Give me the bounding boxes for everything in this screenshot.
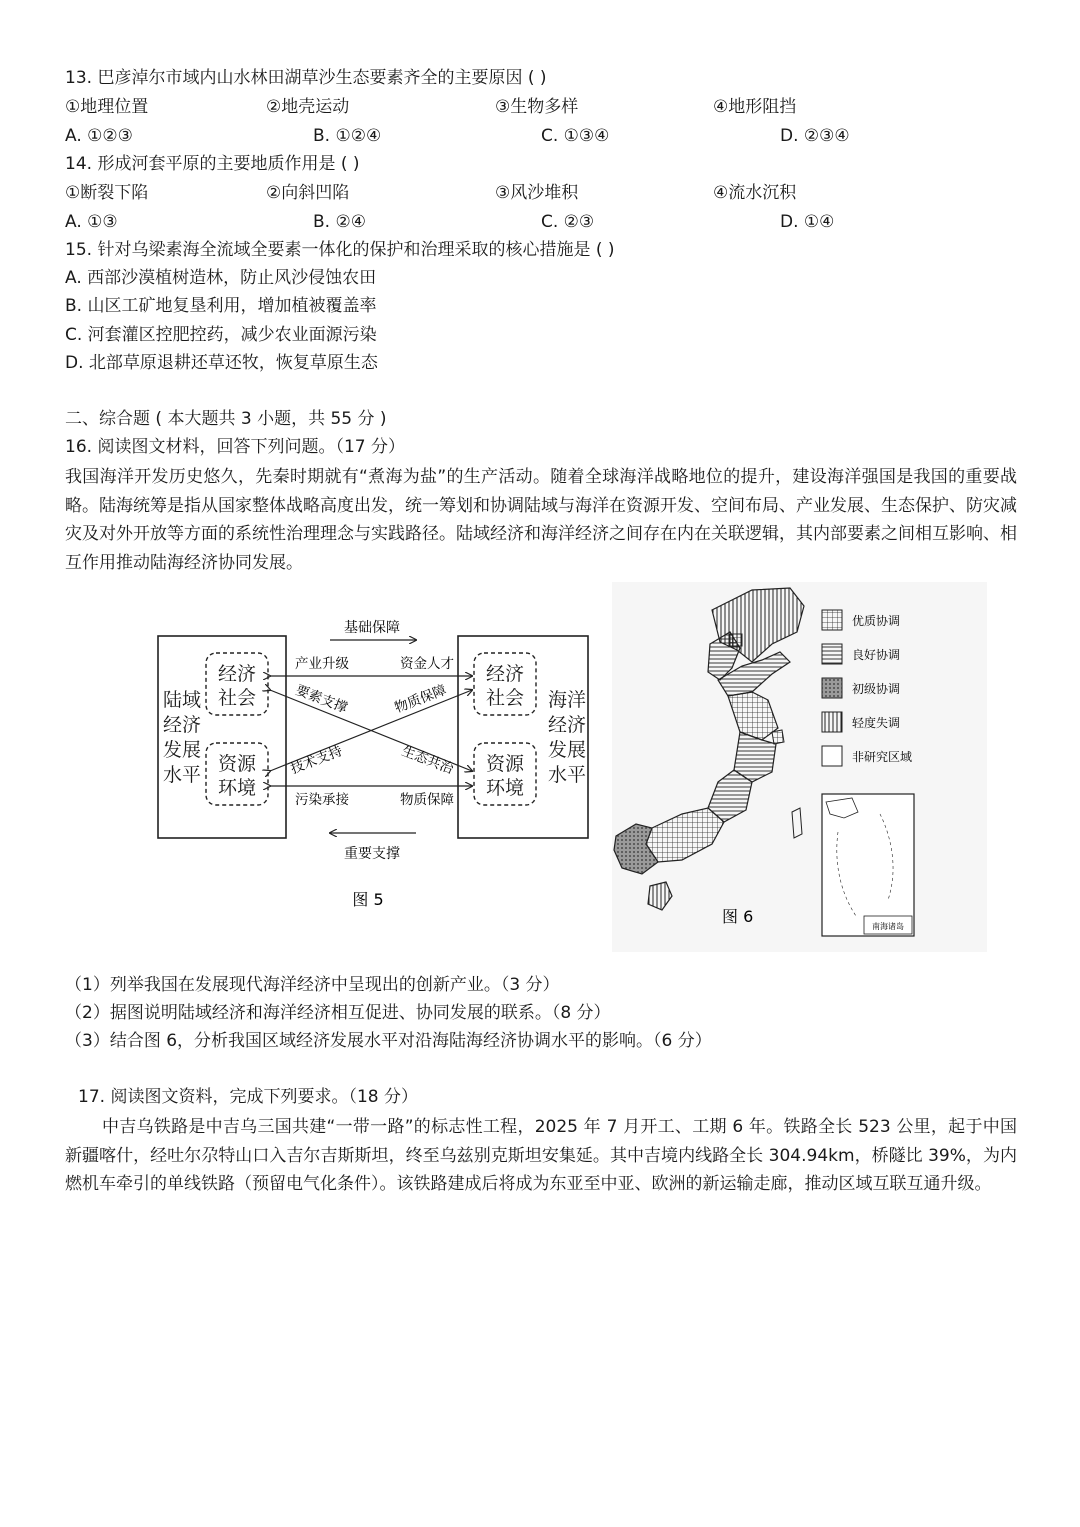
ocean-box-line-1: 海洋 (547, 689, 587, 711)
q14-choice-d: D. ①④ (780, 212, 835, 232)
land-econ-line-1: 经济 (217, 663, 257, 685)
q13-choice-c: C. ①③④ (541, 126, 610, 146)
q16-stem: 16. 阅读图文材料，回答下列问题。（17 分） (65, 437, 405, 457)
figure-6-map (612, 582, 987, 952)
legend-swatch-excellent (822, 610, 842, 630)
q16-material: 我国海洋开发历史悠久，先秦时期就有“煮海为盐”的生产活动。随着全球海洋战略地位的提升，建设海洋强国是我国的重要战略。陆海统筹是指从国家整体战略高度出发，统一筹划和协调陆域与海洋在资源开发、空间布局、产业发展、生态保护、防灾减灾及对外开放等方面的系统性治理理念与实践路径。陆域经济和海洋经济之间存在内在关联逻辑，其内部要素之间相互影响、相互作用推动陆海经济协同发展。 (65, 467, 1017, 573)
legend-label-imbalance: 轻度失调 (852, 716, 901, 730)
tech-support-label: 技术支持 (288, 743, 345, 778)
q13-choice-b: B. ①②④ (313, 126, 382, 146)
q14-choice-b: B. ②④ (313, 212, 366, 232)
q14-choice-c: C. ②③ (541, 212, 595, 232)
legend-swatch-primary (822, 678, 842, 698)
q15-choice-d: D. 北部草原退耕还草还牧，恢复草原生态 (65, 353, 378, 373)
q14-item-1: ①断裂下陷 (65, 183, 149, 203)
q14-choice-a: A. ①③ (65, 212, 118, 232)
basic-guarantee-label: 基础保障 (344, 620, 400, 636)
ocean-res-line-1: 资源 (485, 753, 525, 775)
land-box-line-4: 水平 (162, 764, 202, 786)
ocean-box-line-2: 经济 (547, 714, 587, 736)
q15-choice-b: B. 山区工矿地复垦利用，增加植被覆盖率 (65, 296, 377, 316)
material-guarantee-label-2: 物质保障 (400, 792, 454, 808)
material-guarantee-label-1: 物质保障 (392, 682, 449, 717)
q15-choice-c: C. 河套灌区控肥控药，减少农业面源污染 (65, 325, 377, 345)
figure-6-caption: 图 6 (722, 907, 754, 926)
land-res-line-1: 资源 (217, 753, 257, 775)
land-econ-line-2: 社会 (217, 687, 257, 709)
q13-choice-a: A. ①②③ (65, 126, 133, 146)
land-box-line-2: 经济 (162, 714, 202, 736)
legend-label-nonstudy: 非研究区域 (852, 750, 913, 764)
q13-item-2: ②地壳运动 (266, 97, 350, 117)
q15-stem: 15. 针对乌梁素海全流域全要素一体化的保护和治理采取的核心措施是 ( ) (65, 240, 615, 260)
legend-label-good: 良好协调 (852, 648, 901, 662)
land-box-line-3: 发展 (162, 739, 202, 761)
q16-sub-2: （2）据图说明陆域经济和海洋经济相互促进、协同发展的联系。（8 分） (65, 1003, 611, 1023)
ocean-box-line-3: 发展 (547, 739, 587, 761)
inset-south-china-sea (822, 794, 914, 936)
legend-swatch-good (822, 644, 842, 664)
capital-talent-label: 资金人才 (400, 656, 454, 672)
q17-material: 中吉乌铁路是中吉乌三国共建“一带一路”的标志性工程，2025 年 7 月开工、工期 6 年。铁路全长 523 公里，起于中国新疆喀什，经吐尔尕特山口入吉尔吉斯斯坦，终至乌兹别克斯坦安集延。其中吉境内线路全长 304.94km，桥隧比 39%，为内燃机车牵引的单线铁路（预留电气化条件）。该铁路建成后将成为东亚至中亚、欧洲的新运输走廊，推动区域互联互通升级。 (65, 1117, 1017, 1194)
ocean-box-line-4: 水平 (547, 764, 587, 786)
ocean-res-line-2: 环境 (485, 777, 525, 799)
legend-swatch-imbalance (822, 712, 842, 732)
region-shanghai (772, 730, 784, 744)
q17-stem: 17. 阅读图文资料，完成下列要求。（18 分） (78, 1087, 418, 1107)
ocean-econ-line-2: 社会 (485, 687, 525, 709)
figure-5-diagram (150, 596, 610, 926)
q16-sub-3: （3）结合图 6，分析我国区域经济发展水平对沿海陆海经济协调水平的影响。（6 分） (65, 1031, 712, 1051)
important-support-label: 重要支撑 (344, 846, 400, 862)
q13-stem: 13. 巴彦淖尔市域内山水林田湖草沙生态要素齐全的主要原因 ( ) (65, 68, 547, 88)
section-heading: 二、综合题 ( 本大题共 3 小题，共 55 分 ) (65, 409, 387, 429)
q16-sub-1: （1）列举我国在发展现代海洋经济中呈现出的创新产业。（3 分） (65, 975, 560, 995)
q13-choice-d: D. ②③④ (780, 126, 850, 146)
q14-stem: 14. 形成河套平原的主要地质作用是 ( ) (65, 154, 360, 174)
land-res-line-2: 环境 (217, 777, 257, 799)
industrial-upgrade-label: 产业升级 (295, 656, 349, 672)
element-support-label: 要素支撑 (293, 682, 350, 717)
pollution-transfer-label: 污染承接 (295, 792, 349, 808)
legend-label-primary: 初级协调 (852, 682, 901, 696)
q13-item-4: ④地形阻挡 (713, 97, 797, 117)
legend-label-excellent: 优质协调 (852, 614, 901, 628)
q13-item-1: ①地理位置 (65, 97, 149, 117)
figure-5-caption: 图 5 (352, 890, 384, 909)
q14-item-3: ③风沙堆积 (495, 183, 579, 203)
ocean-econ-line-1: 经济 (485, 663, 525, 685)
legend-swatch-nonstudy (822, 746, 842, 766)
q15-choice-a: A. 西部沙漠植树造林，防止风沙侵蚀农田 (65, 268, 377, 288)
q14-item-4: ④流水沉积 (713, 183, 797, 203)
inset-label: 南海诸岛 (872, 922, 904, 931)
eco-governance-label: 生态共治 (399, 743, 456, 778)
land-box-line-1: 陆域 (162, 689, 202, 711)
q13-item-3: ③生物多样 (495, 97, 579, 117)
q14-item-2: ②向斜凹陷 (266, 183, 350, 203)
